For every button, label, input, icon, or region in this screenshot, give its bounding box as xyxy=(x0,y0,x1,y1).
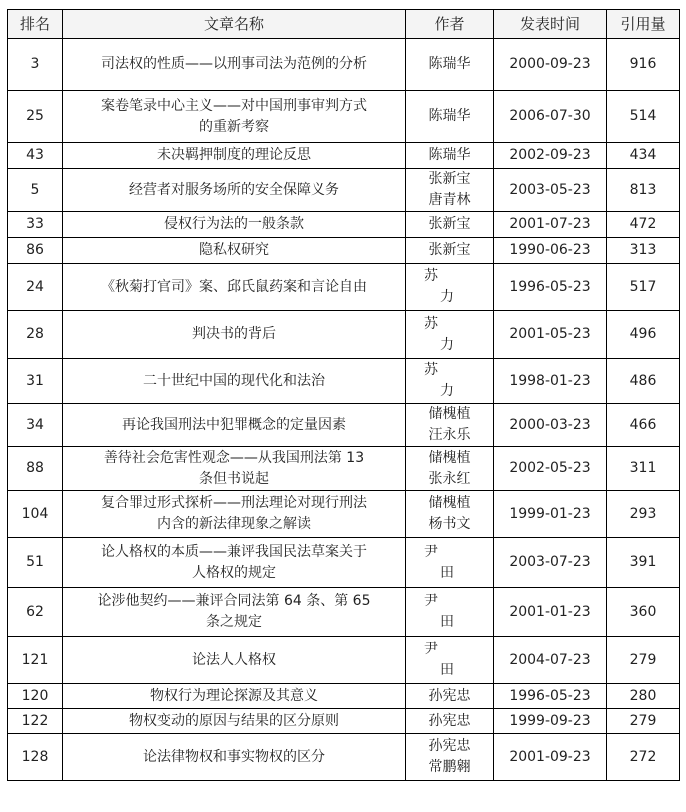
cell-cites: 813 xyxy=(607,169,680,212)
cell-title xyxy=(63,447,406,491)
author-name: 田 xyxy=(440,662,454,678)
table-row xyxy=(8,684,680,709)
cell-date: 2004-07-23 xyxy=(494,637,607,684)
cell-date: 2006-07-30 xyxy=(494,91,607,143)
header-date: 发表时间 xyxy=(494,10,607,39)
title-line: 案卷笔录中心主义——对中国刑事审判方式 xyxy=(101,97,367,114)
author-name: 苏 xyxy=(424,268,438,284)
author-name: 张新宝 xyxy=(428,171,471,187)
title-line: 侵权行为法的一般条款 xyxy=(164,216,304,232)
author-name: 张新宝 xyxy=(428,242,471,258)
cell-author xyxy=(406,491,494,538)
cell-rank: 104 xyxy=(8,491,63,538)
cell-rank: 3 xyxy=(8,39,63,91)
table-row xyxy=(8,538,680,588)
title-line: 再论我国刑法中犯罪概念的定量因素 xyxy=(122,416,346,433)
cell-cites: 272 xyxy=(607,734,680,781)
cell-author xyxy=(406,404,494,447)
author-name: 力 xyxy=(440,383,454,399)
cell-author xyxy=(406,734,494,781)
table-row xyxy=(8,169,680,212)
header-row xyxy=(8,10,680,39)
cell-cites: 311 xyxy=(607,447,680,491)
author-name: 张永红 xyxy=(428,470,471,487)
title-line: 善待社会危害性观念——从我国刑法第 13 xyxy=(103,449,365,466)
author-name: 力 xyxy=(440,336,454,353)
cell-cites: 496 xyxy=(607,311,680,359)
header-author: 作者 xyxy=(406,10,494,39)
author-name: 陈瑞华 xyxy=(428,147,471,163)
table-row xyxy=(8,212,680,238)
title-line: 物权变动的原因与结果的区分原则 xyxy=(129,712,339,729)
author-name: 田 xyxy=(440,614,454,630)
cell-cites: 466 xyxy=(607,404,680,447)
citation-table xyxy=(7,9,680,781)
author-name: 杨书文 xyxy=(428,516,471,532)
title-line: 经营者对服务场所的安全保障义务 xyxy=(129,181,339,198)
cell-rank: 25 xyxy=(8,91,63,143)
cell-author xyxy=(406,169,494,212)
cell-title xyxy=(63,491,406,538)
author-name: 尹 xyxy=(424,593,438,609)
table-row xyxy=(8,143,680,169)
cell-author xyxy=(406,264,494,311)
cell-author xyxy=(406,91,494,143)
cell-author xyxy=(406,212,494,238)
cell-rank: 62 xyxy=(8,588,63,637)
cell-cites: 279 xyxy=(607,637,680,684)
title-line: 条之规定 xyxy=(206,614,262,630)
cell-cites: 916 xyxy=(607,39,680,91)
cell-title xyxy=(63,91,406,143)
header-title: 文章名称 xyxy=(63,10,406,39)
title-line: 《秋菊打官司》案、邱氏鼠药案和言论自由 xyxy=(101,278,367,295)
title-line: 二十世纪中国的现代化和法治 xyxy=(143,372,325,389)
cell-cites: 279 xyxy=(607,709,680,734)
cell-date: 1999-01-23 xyxy=(494,491,607,538)
cell-title xyxy=(63,684,406,709)
author-name: 张新宝 xyxy=(428,216,471,232)
cell-date: 1996-05-23 xyxy=(494,264,607,311)
author-name: 力 xyxy=(440,289,454,305)
title-line: 论涉他契约——兼评合同法第 64 条、第 65 xyxy=(97,593,371,609)
cell-title xyxy=(63,238,406,264)
author-name: 尹 xyxy=(424,641,438,657)
cell-title xyxy=(63,734,406,781)
cell-author xyxy=(406,447,494,491)
cell-date: 2001-07-23 xyxy=(494,212,607,238)
title-line: 司法权的性质——以刑事司法为范例的分析 xyxy=(101,56,367,72)
cell-rank: 43 xyxy=(8,143,63,169)
title-line: 未决羁押制度的理论反思 xyxy=(157,147,311,163)
title-line: 物权行为理论探源及其意义 xyxy=(150,687,318,704)
cell-author xyxy=(406,538,494,588)
title-line: 判决书的背后 xyxy=(192,326,276,342)
author-name: 储槐植 xyxy=(428,406,471,422)
author-name: 储槐植 xyxy=(428,449,471,466)
cell-title xyxy=(63,39,406,91)
cell-date: 1990-06-23 xyxy=(494,238,607,264)
title-line: 内含的新法律现象之解读 xyxy=(157,516,311,532)
author-name: 唐青林 xyxy=(428,192,471,208)
author-name: 汪永乐 xyxy=(428,427,471,443)
cell-author xyxy=(406,709,494,734)
table-row xyxy=(8,91,680,143)
cell-rank: 122 xyxy=(8,709,63,734)
cell-rank: 24 xyxy=(8,264,63,311)
author-name: 常鹏翱 xyxy=(428,759,471,775)
cell-cites: 280 xyxy=(607,684,680,709)
cell-rank: 86 xyxy=(8,238,63,264)
cell-rank: 88 xyxy=(8,447,63,491)
cell-title xyxy=(63,311,406,359)
author-name: 陈瑞华 xyxy=(428,56,471,72)
table-row xyxy=(8,311,680,359)
author-name: 孙宪忠 xyxy=(428,712,471,729)
author-name: 孙宪忠 xyxy=(428,687,471,704)
cell-author xyxy=(406,143,494,169)
cell-author xyxy=(406,311,494,359)
cell-date: 1999-09-23 xyxy=(494,709,607,734)
author-name: 孙宪忠 xyxy=(428,738,471,754)
cell-title xyxy=(63,212,406,238)
cell-rank: 51 xyxy=(8,538,63,588)
table-row xyxy=(8,404,680,447)
title-line: 论法人人格权 xyxy=(192,651,276,668)
title-line: 条但书说起 xyxy=(199,470,269,487)
header-rank: 排名 xyxy=(8,10,63,39)
cell-rank: 28 xyxy=(8,311,63,359)
cell-title xyxy=(63,588,406,637)
cell-author xyxy=(406,588,494,637)
cell-cites: 486 xyxy=(607,359,680,404)
author-name: 陈瑞华 xyxy=(428,108,471,124)
title-line: 人格权的规定 xyxy=(192,564,276,581)
cell-author xyxy=(406,637,494,684)
title-line: 论法律物权和事实物权的区分 xyxy=(143,748,325,765)
table-row xyxy=(8,734,680,781)
table-row xyxy=(8,238,680,264)
cell-author xyxy=(406,684,494,709)
cell-author xyxy=(406,359,494,404)
cell-title xyxy=(63,169,406,212)
table-row xyxy=(8,588,680,637)
cell-title xyxy=(63,143,406,169)
cell-cites: 472 xyxy=(607,212,680,238)
cell-cites: 391 xyxy=(607,538,680,588)
author-name: 尹 xyxy=(424,543,438,560)
cell-rank: 33 xyxy=(8,212,63,238)
title-line: 的重新考察 xyxy=(199,118,269,135)
table-row xyxy=(8,39,680,91)
cell-cites: 517 xyxy=(607,264,680,311)
cell-date: 2001-05-23 xyxy=(494,311,607,359)
cell-cites: 360 xyxy=(607,588,680,637)
header-cites: 引用量 xyxy=(607,10,680,39)
cell-rank: 31 xyxy=(8,359,63,404)
cell-rank: 5 xyxy=(8,169,63,212)
cell-title xyxy=(63,359,406,404)
cell-cites: 514 xyxy=(607,91,680,143)
author-name: 储槐植 xyxy=(428,495,471,511)
cell-date: 2002-09-23 xyxy=(494,143,607,169)
cell-rank: 34 xyxy=(8,404,63,447)
cell-rank: 128 xyxy=(8,734,63,781)
cell-title xyxy=(63,709,406,734)
title-line: 复合罪过形式探析——刑法理论对现行刑法 xyxy=(101,495,367,511)
cell-date: 2001-09-23 xyxy=(494,734,607,781)
author-name: 苏 xyxy=(424,362,438,378)
cell-cites: 293 xyxy=(607,491,680,538)
table-row xyxy=(8,359,680,404)
cell-cites: 313 xyxy=(607,238,680,264)
cell-title xyxy=(63,538,406,588)
cell-title xyxy=(63,404,406,447)
cell-date: 2003-07-23 xyxy=(494,538,607,588)
author-name: 田 xyxy=(440,564,454,581)
cell-date: 2000-03-23 xyxy=(494,404,607,447)
title-line: 论人格权的本质——兼评我国民法草案关于 xyxy=(101,543,367,560)
cell-author xyxy=(406,39,494,91)
cell-date: 1996-05-23 xyxy=(494,684,607,709)
cell-author xyxy=(406,238,494,264)
cell-rank: 121 xyxy=(8,637,63,684)
title-line: 隐私权研究 xyxy=(199,242,269,258)
table-row xyxy=(8,491,680,538)
table-row xyxy=(8,447,680,491)
cell-rank: 120 xyxy=(8,684,63,709)
table-row xyxy=(8,264,680,311)
cell-title xyxy=(63,264,406,311)
cell-date: 2001-01-23 xyxy=(494,588,607,637)
cell-date: 2000-09-23 xyxy=(494,39,607,91)
author-name: 苏 xyxy=(424,315,438,332)
cell-date: 2003-05-23 xyxy=(494,169,607,212)
table-row xyxy=(8,709,680,734)
table-row xyxy=(8,637,680,684)
cell-cites: 434 xyxy=(607,143,680,169)
cell-title xyxy=(63,637,406,684)
cell-date: 2002-05-23 xyxy=(494,447,607,491)
cell-date: 1998-01-23 xyxy=(494,359,607,404)
